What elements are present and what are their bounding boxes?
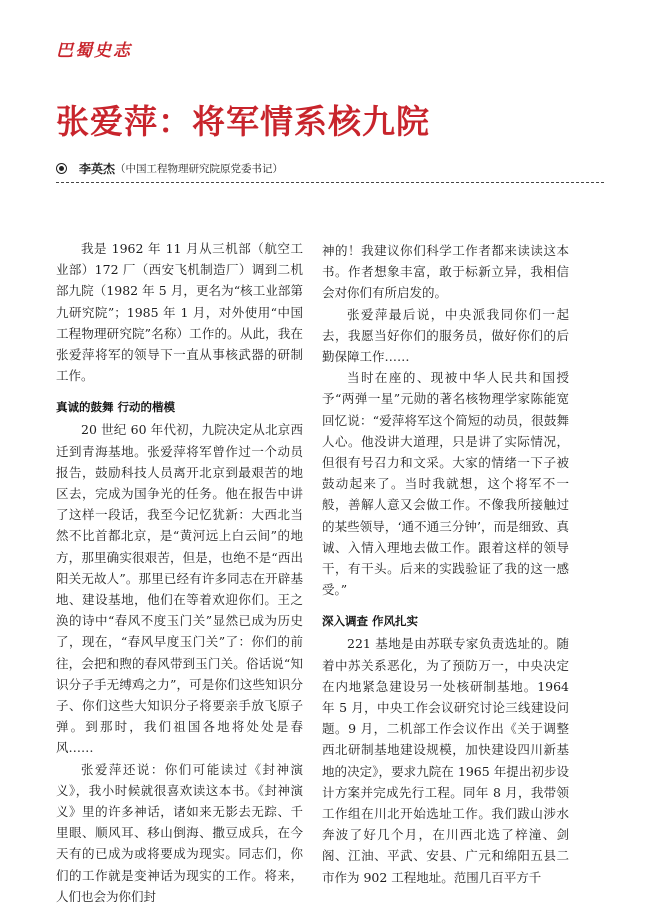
section-heading: 深入调查 作风扎实	[322, 614, 419, 629]
author-divider	[56, 182, 604, 183]
author-affiliation: （中国工程物理研究院原党委书记）	[115, 163, 284, 175]
author-name: 李英杰	[79, 162, 116, 176]
paragraph: 张爱萍还说：你们可能读过《封神演义》，我小时候就很喜欢读这本书。《封神演义》里的许多神话，诸如来无影去无踪、千里眼、顺风耳、移山倒海、撒豆成兵，在今天有的已成为或将要成为现实。同志们，你们的工作就是变神话为现实的工作。将来，人们也会为你们封	[56, 761, 303, 904]
section-heading: 真诚的鼓舞 行动的楷模	[56, 400, 176, 415]
right-column	[322, 240, 569, 888]
left-column	[56, 238, 303, 907]
bullet-circle-icon	[56, 163, 67, 174]
journal-brand-logo: 巴蜀史志	[56, 41, 132, 61]
paragraph: 20 世纪 60 年代初，九院决定从北京西迁到青海基地。张爱萍将军曾作过一个动员报告，鼓励科技人员离开北京到最艰苦的地区去，完成为国争光的任务。他在报告中讲了这样一段话，我至今记忆犹新：大西北当然不比首都北京，是“黄河远上白云间”的地方，那里确实很艰苦，但是，也绝不是“西出阳关无故人”。那里已经有许多同志在开辟基地、建设基地，他们在等着欢迎你们。王之涣的诗中“春风不度玉门关”显然已成为历史了，现在，“春风早度玉门关”了：你们的前往，会把和煦的春风带到玉门关。俗话说“知识分子手无缚鸡之力”，可是你们这些知识分子、你们这些大知识分子将要亲手放飞原子弹。到那时，我们祖国各地将处处是春风……	[56, 422, 303, 756]
article-title: 张爱萍：将军情系核九院	[56, 102, 430, 141]
author-line	[56, 160, 283, 177]
paragraph: 我是 1962 年 11 月从三机部（航空工业部）172 厂（西安飞机制造厂）调到二机部九院（1982 年 5 月，更名为“核工业部第九研究院”；1985 年 1 月，对外使用“中国工程物理研究院”名称）工作的。从此，我在张爱萍将军的领导下一直从事核武器的研制工作。	[56, 241, 303, 384]
paragraph: 张爱萍最后说，中央派我同你们一起去，我愿当好你们的服务员，做好你们的后勤保障工作……	[322, 306, 569, 365]
paragraph: 221 基地是由苏联专家负责选址的。随着中苏关系恶化，为了预防万一，中央决定在内地紧急建设另一处核研制基地。1964 年 5 月，中央工作会议研究讨论三线建设问题。9 月，二机部工作会议作出《关于调整西北研制基地建设规模，加快建设四川新基地的决定》，要求九院在 1965 年提出初步设计方案并完成先行工程。同年 8 月，我带领工作组在川北开始选址工作。我们跋山涉水奔波了好几个月，在川西北选了梓潼、剑阁、江油、平武、安县、广元和绵阳五县二市作为 902 工程地址。范围几百平方千	[322, 636, 569, 885]
paragraph: 神的！我建议你们科学工作者都来读读这本书。作者想象丰富，敢于标新立异，我相信会对你们有所启发的。	[322, 243, 569, 301]
paragraph: 当时在座的、现被中华人民共和国授予“两弹一星”元勋的著名核物理学家陈能宽回忆说：“爱萍将军这个简短的动员，很鼓舞人心。他没讲大道理，只是讲了实际情况，但很有号召力和文采。大家的情绪一下子被鼓动起来了。当时我就想，这个将军不一般，善解人意又会做工作。不像我所接触过的某些领导，‘通不通三分钟’，而是细致、真诚、入情入理地去做工作。跟着这样的领导干，有干头。后来的实践验证了我的这一感受。”	[322, 370, 569, 598]
